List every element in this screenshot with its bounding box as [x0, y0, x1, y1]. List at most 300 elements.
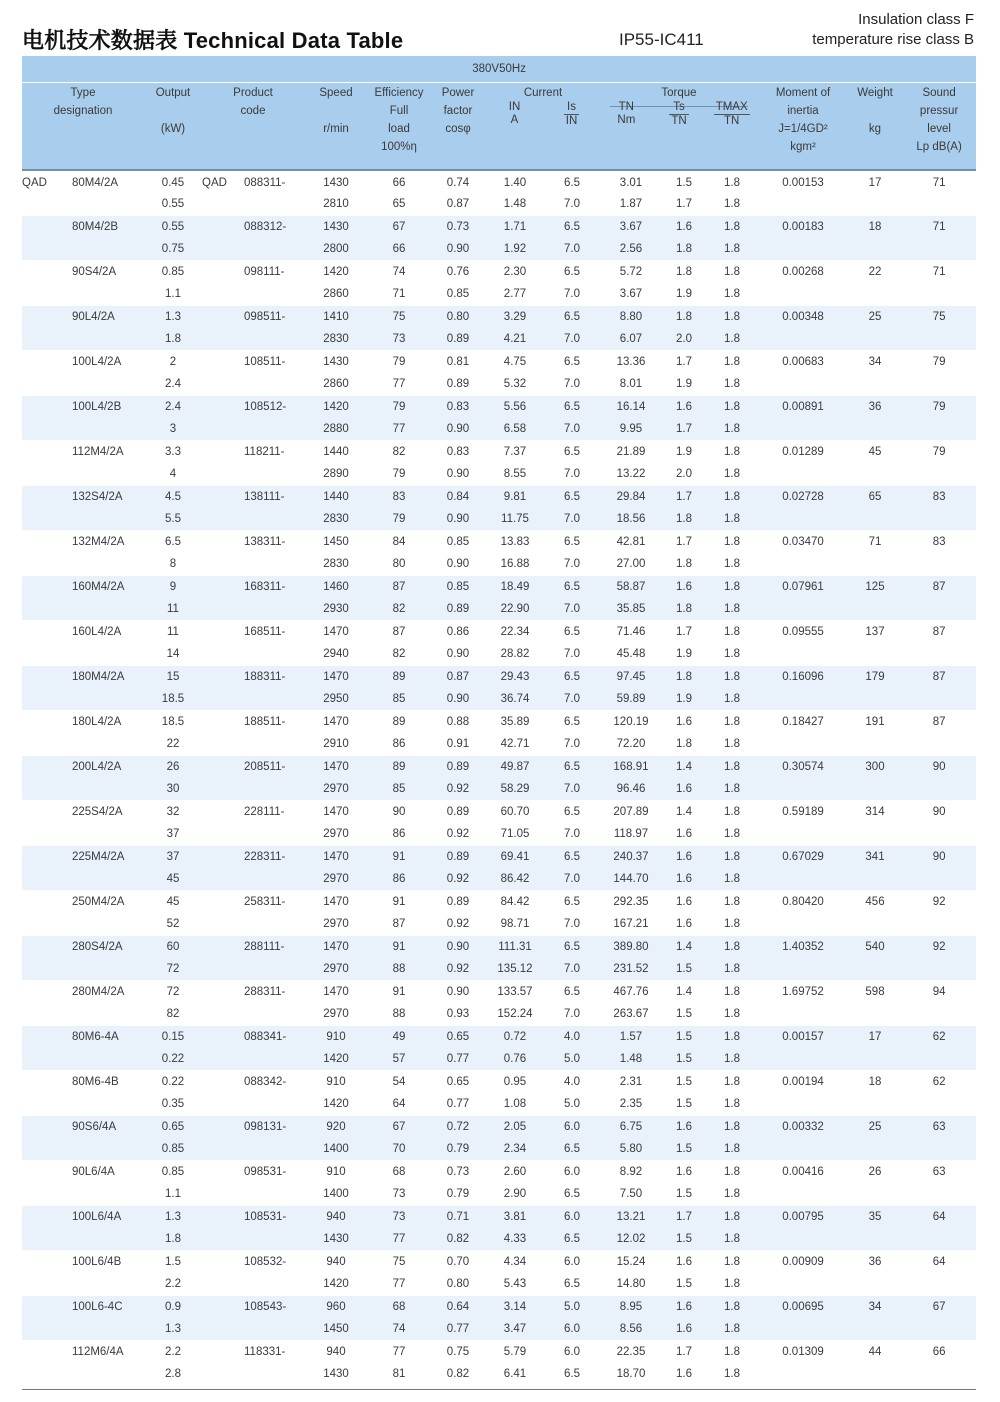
cell-efficiency: 80	[368, 553, 430, 576]
cell-inertia	[758, 508, 848, 531]
cell-current-in: 1.08	[486, 1093, 544, 1116]
cell-sound	[902, 643, 976, 666]
cell-current-is: 6.5	[544, 755, 600, 778]
cell-sound: 71	[902, 170, 976, 193]
cell-product-code	[244, 553, 304, 576]
cell-torque-ts: 1.6	[662, 823, 706, 846]
cell-product-code	[244, 598, 304, 621]
cell-type: 90L6/4A	[72, 1160, 144, 1183]
cell-output: 1.5	[144, 1250, 202, 1273]
cell-torque-tmax: 1.8	[706, 1160, 758, 1183]
cell-efficiency: 73	[368, 1183, 430, 1206]
cell-current-is: 7.0	[544, 688, 600, 711]
table-row	[22, 193, 976, 216]
cell-current-in: 84.42	[486, 890, 544, 913]
cell-speed: 2830	[304, 553, 368, 576]
hdr-current-is	[543, 101, 600, 130]
cell-inertia	[758, 958, 848, 981]
table-row	[22, 733, 976, 756]
cell-speed: 2890	[304, 463, 368, 486]
table-row	[22, 1093, 976, 1116]
cell-series	[22, 395, 72, 418]
cell-product-code	[244, 1183, 304, 1206]
cell-output: 18.5	[144, 710, 202, 733]
cell-inertia	[758, 193, 848, 216]
cell-product-code: 118211-	[244, 440, 304, 463]
cell-torque-tn: 97.45	[600, 665, 662, 688]
cell-series	[22, 935, 72, 958]
cell-series	[22, 1160, 72, 1183]
cell-series	[22, 193, 72, 216]
cell-speed: 1470	[304, 755, 368, 778]
cell-weight: 25	[848, 1115, 902, 1138]
cell-torque-ts: 1.6	[662, 1318, 706, 1341]
cell-product-prefix	[202, 305, 244, 328]
cell-current-in: 42.71	[486, 733, 544, 756]
cell-sound: 92	[902, 935, 976, 958]
cell-inertia	[758, 283, 848, 306]
cell-sound: 62	[902, 1025, 976, 1048]
cell-sound: 87	[902, 575, 976, 598]
cell-product-code	[244, 508, 304, 531]
cell-output: 0.55	[144, 215, 202, 238]
cell-output: 52	[144, 913, 202, 936]
cell-output: 1.8	[144, 328, 202, 351]
torque-subheaders	[600, 101, 758, 130]
cell-power-factor: 0.90	[430, 418, 486, 441]
table-row	[22, 935, 976, 958]
cell-sound	[902, 193, 976, 216]
table-row	[22, 373, 976, 396]
cell-current-is: 6.5	[544, 1273, 600, 1296]
cell-current-is: 6.0	[544, 1250, 600, 1273]
cell-current-in: 13.83	[486, 530, 544, 553]
cell-weight: 36	[848, 1250, 902, 1273]
cell-torque-tn: 120.19	[600, 710, 662, 733]
cell-efficiency: 65	[368, 193, 430, 216]
cell-speed: 2910	[304, 733, 368, 756]
cell-product-prefix	[202, 1273, 244, 1296]
cell-product-code	[244, 913, 304, 936]
cell-weight	[848, 823, 902, 846]
cell-current-in: 8.55	[486, 463, 544, 486]
cell-current-is: 6.5	[544, 710, 600, 733]
cell-inertia: 0.01309	[758, 1340, 848, 1363]
cell-torque-ts: 1.8	[662, 733, 706, 756]
cell-product-code	[244, 283, 304, 306]
cell-inertia: 0.00194	[758, 1070, 848, 1093]
cell-inertia: 0.00683	[758, 350, 848, 373]
cell-torque-ts: 1.4	[662, 800, 706, 823]
cell-product-code: 088341-	[244, 1025, 304, 1048]
cell-output: 0.85	[144, 1160, 202, 1183]
cell-current-in: 111.31	[486, 935, 544, 958]
cell-weight: 22	[848, 260, 902, 283]
cell-output: 1.8	[144, 1228, 202, 1251]
cell-current-in: 133.57	[486, 980, 544, 1003]
cell-current-in: 98.71	[486, 913, 544, 936]
hdr-inertia-l4: kgm²	[790, 140, 816, 153]
cell-torque-tn: 5.80	[600, 1138, 662, 1161]
cell-product-prefix	[202, 260, 244, 283]
table-row	[22, 530, 976, 553]
cell-torque-tn: 207.89	[600, 800, 662, 823]
cell-torque-tn: 18.56	[600, 508, 662, 531]
cell-power-factor: 0.90	[430, 508, 486, 531]
cell-torque-tmax: 1.8	[706, 305, 758, 328]
cell-power-factor: 0.92	[430, 868, 486, 891]
col-inertia	[758, 82, 848, 170]
table-row	[22, 440, 976, 463]
cell-speed: 2970	[304, 868, 368, 891]
cell-product-prefix	[202, 598, 244, 621]
cell-efficiency: 90	[368, 800, 430, 823]
cell-product-code	[244, 778, 304, 801]
table-body	[22, 170, 976, 1385]
cell-current-in: 6.41	[486, 1363, 544, 1386]
cell-torque-tn: 16.14	[600, 395, 662, 418]
cell-torque-tmax: 1.8	[706, 868, 758, 891]
hdr-pf-l1: Power	[441, 86, 475, 99]
cell-inertia	[758, 1183, 848, 1206]
cell-series	[22, 1093, 72, 1116]
col-output	[144, 82, 202, 170]
cell-product-prefix	[202, 710, 244, 733]
cell-type	[72, 553, 144, 576]
cell-sound	[902, 1138, 976, 1161]
cell-efficiency: 70	[368, 1138, 430, 1161]
cell-current-in: 0.95	[486, 1070, 544, 1093]
cell-output: 0.85	[144, 260, 202, 283]
cell-efficiency: 84	[368, 530, 430, 553]
cell-torque-tn: 467.76	[600, 980, 662, 1003]
cell-torque-tn: 71.46	[600, 620, 662, 643]
hdr-is-bottom: IN	[565, 114, 578, 127]
cell-efficiency: 91	[368, 845, 430, 868]
cell-output: 0.45	[144, 170, 202, 193]
cell-sound	[902, 733, 976, 756]
cell-speed: 2970	[304, 1003, 368, 1026]
cell-weight: 45	[848, 440, 902, 463]
hdr-sound-l3: level	[927, 122, 951, 135]
cell-current-is: 6.5	[544, 890, 600, 913]
col-group-torque	[600, 82, 758, 170]
cell-product-code	[244, 688, 304, 711]
cell-output: 8	[144, 553, 202, 576]
cell-torque-tmax: 1.8	[706, 1363, 758, 1386]
cell-current-in: 1.92	[486, 238, 544, 261]
cell-efficiency: 91	[368, 890, 430, 913]
cell-type: 225S4/2A	[72, 800, 144, 823]
cell-output: 0.75	[144, 238, 202, 261]
cell-speed: 2970	[304, 823, 368, 846]
cell-torque-tmax: 1.8	[706, 620, 758, 643]
cell-product-code: 288111-	[244, 935, 304, 958]
cell-efficiency: 91	[368, 935, 430, 958]
cell-type: 225M4/2A	[72, 845, 144, 868]
cell-torque-ts: 1.9	[662, 373, 706, 396]
cell-product-code: 288311-	[244, 980, 304, 1003]
cell-power-factor: 0.79	[430, 1183, 486, 1206]
cell-weight: 35	[848, 1205, 902, 1228]
cell-series	[22, 350, 72, 373]
cell-power-factor: 0.89	[430, 845, 486, 868]
cell-torque-tn: 263.67	[600, 1003, 662, 1026]
cell-efficiency: 67	[368, 1115, 430, 1138]
cell-power-factor: 0.80	[430, 1273, 486, 1296]
hdr-speed-l1: Speed	[319, 86, 353, 99]
cell-type	[72, 193, 144, 216]
cell-weight: 44	[848, 1340, 902, 1363]
hdr-speed-l2	[304, 102, 368, 120]
cell-current-in: 152.24	[486, 1003, 544, 1026]
cell-type: 112M6/4A	[72, 1340, 144, 1363]
cell-inertia: 0.01289	[758, 440, 848, 463]
cell-product-prefix	[202, 328, 244, 351]
cell-series	[22, 1205, 72, 1228]
cell-torque-ts: 1.9	[662, 440, 706, 463]
cell-sound: 75	[902, 305, 976, 328]
cell-product-code: 098511-	[244, 305, 304, 328]
cell-power-factor: 0.77	[430, 1048, 486, 1071]
hdr-weight-l2	[848, 102, 902, 120]
cell-current-is: 6.0	[544, 1115, 600, 1138]
cell-inertia	[758, 1273, 848, 1296]
cell-torque-ts: 1.7	[662, 620, 706, 643]
ip-rating: IP55-IC411	[619, 30, 704, 49]
cell-torque-ts: 2.0	[662, 328, 706, 351]
cell-torque-tn: 8.01	[600, 373, 662, 396]
cell-product-code: 088312-	[244, 215, 304, 238]
cell-weight	[848, 193, 902, 216]
cell-output: 0.22	[144, 1048, 202, 1071]
cell-efficiency: 67	[368, 215, 430, 238]
table-row	[22, 215, 976, 238]
cell-current-is: 7.0	[544, 778, 600, 801]
cell-product-code: 168511-	[244, 620, 304, 643]
cell-product-code	[244, 463, 304, 486]
cell-torque-tmax: 1.8	[706, 845, 758, 868]
cell-speed: 1420	[304, 1048, 368, 1071]
table-row	[22, 778, 976, 801]
cell-inertia	[758, 823, 848, 846]
cell-torque-ts: 1.8	[662, 553, 706, 576]
cell-current-in: 69.41	[486, 845, 544, 868]
cell-speed: 1470	[304, 800, 368, 823]
table-row	[22, 553, 976, 576]
cell-output: 22	[144, 733, 202, 756]
cell-power-factor: 0.87	[430, 193, 486, 216]
cell-series	[22, 643, 72, 666]
cell-torque-tn: 6.07	[600, 328, 662, 351]
cell-product-code: 188311-	[244, 665, 304, 688]
table-row	[22, 665, 976, 688]
cell-torque-tn: 118.97	[600, 823, 662, 846]
cell-current-in: 58.29	[486, 778, 544, 801]
cell-weight: 137	[848, 620, 902, 643]
col-efficiency	[368, 82, 430, 170]
hdr-output-l1: Output	[155, 86, 191, 99]
table-row	[22, 328, 976, 351]
cell-type: 80M6-4B	[72, 1070, 144, 1093]
cell-power-factor: 0.71	[430, 1205, 486, 1228]
cell-torque-tmax: 1.8	[706, 575, 758, 598]
cell-weight: 65	[848, 485, 902, 508]
cell-power-factor: 0.73	[430, 215, 486, 238]
hdr-output-l2	[144, 102, 202, 120]
cell-product-prefix	[202, 1003, 244, 1026]
cell-torque-tn: 389.80	[600, 935, 662, 958]
cell-product-prefix	[202, 1115, 244, 1138]
cell-inertia	[758, 1003, 848, 1026]
cell-torque-tn: 240.37	[600, 845, 662, 868]
cell-power-factor: 0.81	[430, 350, 486, 373]
cell-type	[72, 778, 144, 801]
cell-series	[22, 553, 72, 576]
cell-efficiency: 81	[368, 1363, 430, 1386]
cell-weight	[848, 598, 902, 621]
cell-power-factor: 0.73	[430, 1160, 486, 1183]
cell-product-prefix	[202, 508, 244, 531]
cell-product-prefix	[202, 1183, 244, 1206]
cell-weight: 18	[848, 1070, 902, 1093]
cell-current-is: 6.5	[544, 665, 600, 688]
cell-current-is: 4.0	[544, 1070, 600, 1093]
cell-product-code: 098531-	[244, 1160, 304, 1183]
cell-torque-tn: 8.92	[600, 1160, 662, 1183]
cell-type: 180M4/2A	[72, 665, 144, 688]
cell-weight	[848, 1138, 902, 1161]
cell-speed: 1430	[304, 350, 368, 373]
cell-inertia: 0.00416	[758, 1160, 848, 1183]
cell-torque-tmax: 1.8	[706, 823, 758, 846]
cell-series	[22, 530, 72, 553]
cell-inertia	[758, 553, 848, 576]
cell-output: 45	[144, 890, 202, 913]
cell-series	[22, 328, 72, 351]
cell-torque-tmax: 1.8	[706, 755, 758, 778]
cell-current-in: 11.75	[486, 508, 544, 531]
cell-current-is: 7.0	[544, 1003, 600, 1026]
cell-series	[22, 1228, 72, 1251]
cell-current-in: 2.34	[486, 1138, 544, 1161]
table-row	[22, 643, 976, 666]
cell-product-code: 138111-	[244, 485, 304, 508]
cell-sound: 62	[902, 1070, 976, 1093]
cell-power-factor: 0.92	[430, 778, 486, 801]
cell-output: 11	[144, 598, 202, 621]
cell-output: 37	[144, 823, 202, 846]
cell-power-factor: 0.79	[430, 1138, 486, 1161]
cell-sound	[902, 958, 976, 981]
cell-product-prefix	[202, 643, 244, 666]
cell-current-in: 7.37	[486, 440, 544, 463]
cell-efficiency: 49	[368, 1025, 430, 1048]
hdr-tmax-bottom: TN	[724, 114, 740, 127]
cell-torque-tn: 15.24	[600, 1250, 662, 1273]
table-row	[22, 1183, 976, 1206]
cell-torque-tn: 8.56	[600, 1318, 662, 1341]
cell-speed: 1420	[304, 260, 368, 283]
cell-series	[22, 440, 72, 463]
cell-series	[22, 305, 72, 328]
cell-weight	[848, 508, 902, 531]
cell-speed: 2810	[304, 193, 368, 216]
cell-output: 72	[144, 958, 202, 981]
cell-torque-ts: 1.8	[662, 508, 706, 531]
hdr-product-l1: Product	[233, 86, 273, 99]
cell-type	[72, 1273, 144, 1296]
cell-series	[22, 823, 72, 846]
cell-torque-tmax: 1.8	[706, 238, 758, 261]
cell-current-is: 6.5	[544, 1363, 600, 1386]
cell-series	[22, 778, 72, 801]
cell-series	[22, 1138, 72, 1161]
cell-current-in: 4.34	[486, 1250, 544, 1273]
cell-current-in: 6.58	[486, 418, 544, 441]
cell-product-code	[244, 1228, 304, 1251]
cell-inertia: 0.07961	[758, 575, 848, 598]
cell-series	[22, 868, 72, 891]
cell-product-prefix	[202, 665, 244, 688]
cell-weight	[848, 1183, 902, 1206]
cell-product-code	[244, 1003, 304, 1026]
cell-power-factor: 0.65	[430, 1070, 486, 1093]
cell-type: 180L4/2A	[72, 710, 144, 733]
cell-power-factor: 0.70	[430, 1250, 486, 1273]
cell-type	[72, 1228, 144, 1251]
cell-product-prefix	[202, 553, 244, 576]
cell-series	[22, 890, 72, 913]
cell-power-factor: 0.90	[430, 553, 486, 576]
cell-type: 160L4/2A	[72, 620, 144, 643]
cell-current-is: 7.0	[544, 328, 600, 351]
cell-torque-tmax: 1.8	[706, 530, 758, 553]
hdr-ts-bottom: TN	[671, 114, 687, 127]
cell-inertia: 0.00153	[758, 170, 848, 193]
table-row	[22, 1363, 976, 1386]
cell-product-code	[244, 868, 304, 891]
cell-torque-tmax: 1.8	[706, 170, 758, 193]
insulation-line-2: temperature rise class B	[812, 31, 974, 48]
cell-torque-tn: 231.52	[600, 958, 662, 981]
cell-speed: 1430	[304, 215, 368, 238]
cell-power-factor: 0.91	[430, 733, 486, 756]
cell-sound	[902, 823, 976, 846]
cell-current-is: 6.5	[544, 1138, 600, 1161]
cell-series	[22, 373, 72, 396]
cell-type: 100L6/4B	[72, 1250, 144, 1273]
cell-product-code: 228311-	[244, 845, 304, 868]
table-row	[22, 260, 976, 283]
cell-torque-ts: 1.7	[662, 1340, 706, 1363]
cell-torque-ts: 1.8	[662, 598, 706, 621]
cell-series	[22, 980, 72, 1003]
cell-torque-ts: 1.5	[662, 1048, 706, 1071]
cell-series	[22, 1250, 72, 1273]
cell-sound	[902, 508, 976, 531]
cell-speed: 910	[304, 1160, 368, 1183]
technical-data-table	[22, 56, 976, 1385]
cell-sound	[902, 373, 976, 396]
cell-product-prefix	[202, 485, 244, 508]
cell-torque-ts: 1.5	[662, 1183, 706, 1206]
cell-sound	[902, 1183, 976, 1206]
cell-torque-tn: 5.72	[600, 260, 662, 283]
cell-torque-ts: 1.5	[662, 958, 706, 981]
cell-type	[72, 868, 144, 891]
hdr-eff-l3: load	[388, 122, 410, 135]
